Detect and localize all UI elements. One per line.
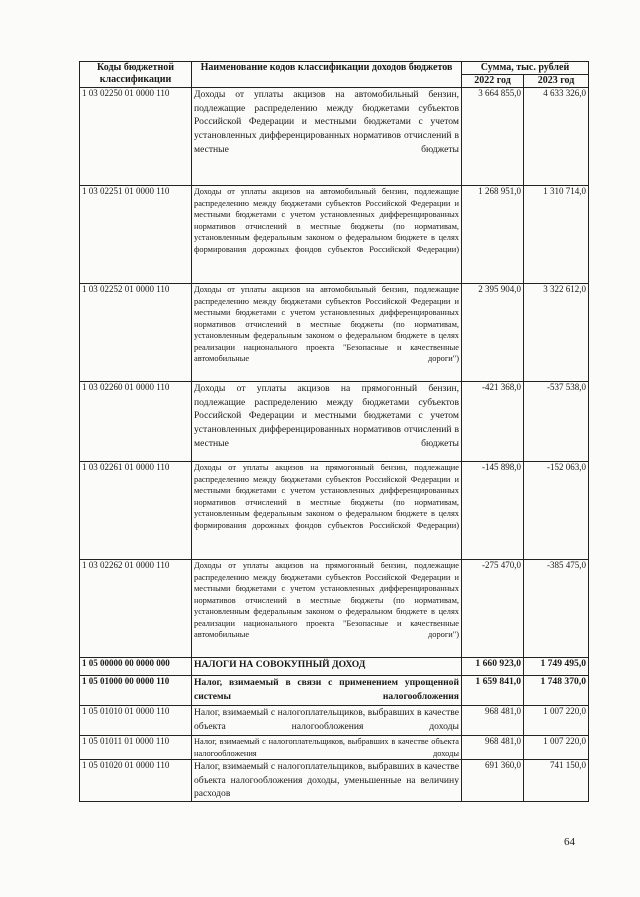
header-code: Коды бюджетной классификации bbox=[80, 62, 192, 88]
table-row bbox=[80, 736, 589, 760]
row-name: Налог, взимаемый в связи с применением упрощенной системы налогообложения bbox=[192, 676, 462, 706]
row-value-2022: 3 664 855,0 bbox=[462, 88, 524, 186]
row-name: Доходы от уплаты акцизов на прямогонный бензин, подлежащие распределению между бюджетами субъектов Российской Федерации и местными бюджетами с учетом установленных дифференцированных нормативов отчислений в местные бюджеты (по нормативам, установленным федеральным законом о федеральном бюджете в целях формирования дорожных фондов субъектов Российской Федерации) bbox=[192, 462, 462, 560]
row-name: Доходы от уплаты акцизов на прямогонный бензин, подлежащие распределению между бюджетами субъектов Российской Федерации и местными бюджетами с учетом установленных дифференцированных нормативов отчислений в местные бюджеты bbox=[192, 382, 462, 462]
row-code: 1 05 00000 00 0000 000 bbox=[80, 658, 192, 676]
row-name: Доходы от уплаты акцизов на автомобильный бензин, подлежащие распределению между бюджетами субъектов Российской Федерации и местными бюджетами с учетом установленных дифференцированных нормативов отчислений в местные бюджеты (по нормативам, установленным федеральным законом о федеральном бюджете в целях формирования дорожных фондов субъектов Российской Федерации) bbox=[192, 186, 462, 284]
row-value-2022: 1 268 951,0 bbox=[462, 186, 524, 284]
table-row bbox=[80, 760, 589, 802]
row-value-2022: 2 395 904,0 bbox=[462, 284, 524, 382]
row-code: 1 03 02251 01 0000 110 bbox=[80, 186, 192, 284]
row-code: 1 03 02262 01 0000 110 bbox=[80, 560, 192, 658]
row-code: 1 05 01020 01 0000 110 bbox=[80, 760, 192, 802]
row-code: 1 03 02260 01 0000 110 bbox=[80, 382, 192, 462]
row-value-2023: 1 748 370,0 bbox=[524, 676, 589, 706]
row-name: Доходы от уплаты акцизов на автомобильный бензин, подлежащие распределению между бюджетами субъектов Российской Федерации и местными бюджетами с учетом установленных дифференцированных нормативов отчислений в местные бюджеты bbox=[192, 88, 462, 186]
table-row bbox=[80, 706, 589, 736]
row-name: Доходы от уплаты акцизов на автомобильный бензин, подлежащие распределению между бюджетами субъектов Российской Федерации и местными бюджетами с учетом установленных дифференцированных нормативов отчислений в местные бюджеты (по нормативам, установленным федеральным законом о федеральном бюджете в целях реализации национального проекта "Безопасные и качественные автомобильные дороги") bbox=[192, 284, 462, 382]
row-value-2022: -145 898,0 bbox=[462, 462, 524, 560]
row-name: Доходы от уплаты акцизов на прямогонный бензин, подлежащие распределению между бюджетами субъектов Российской Федерации и местными бюджетами с учетом установленных дифференцированных нормативов отчислений в местные бюджеты (по нормативам, установленным федеральным законом о федеральном бюджете в целях реализации национального проекта "Безопасные и качественные автомобильные дороги") bbox=[192, 560, 462, 658]
row-value-2022: 968 481,0 bbox=[462, 736, 524, 760]
row-name: Налог, взимаемый с налогоплательщиков, выбравших в качестве объекта налогообложения доходы bbox=[192, 736, 462, 760]
row-code: 1 03 02252 01 0000 110 bbox=[80, 284, 192, 382]
table-row bbox=[80, 560, 589, 658]
header-year-2023: 2023 год bbox=[524, 75, 589, 88]
row-value-2023: 1 007 220,0 bbox=[524, 736, 589, 760]
row-code: 1 05 01010 01 0000 110 bbox=[80, 706, 192, 736]
row-value-2023: -385 475,0 bbox=[524, 560, 589, 658]
row-value-2022: 1 659 841,0 bbox=[462, 676, 524, 706]
table-row bbox=[80, 658, 589, 676]
header-year-2022: 2022 год bbox=[462, 75, 524, 88]
table-row bbox=[80, 382, 589, 462]
row-name: Налог, взимаемый с налогоплательщиков, выбравших в качестве объекта налогообложения доходы, уменьшенные на величину расходов bbox=[192, 760, 462, 802]
row-code: 1 03 02250 01 0000 110 bbox=[80, 88, 192, 186]
page-number: 64 bbox=[564, 836, 575, 848]
row-value-2022: -421 368,0 bbox=[462, 382, 524, 462]
table-row bbox=[80, 462, 589, 560]
row-value-2023: 741 150,0 bbox=[524, 760, 589, 802]
row-value-2023: 1 749 495,0 bbox=[524, 658, 589, 676]
table-row bbox=[80, 284, 589, 382]
row-value-2023: -152 063,0 bbox=[524, 462, 589, 560]
row-value-2022: 968 481,0 bbox=[462, 706, 524, 736]
table-row bbox=[80, 88, 589, 186]
header-sum: Сумма, тыс. рублей bbox=[462, 62, 589, 75]
row-code: 1 03 02261 01 0000 110 bbox=[80, 462, 192, 560]
row-code: 1 05 01000 00 0000 110 bbox=[80, 676, 192, 706]
table-row bbox=[80, 676, 589, 706]
budget-revenue-table bbox=[79, 61, 589, 802]
table-row bbox=[80, 186, 589, 284]
row-value-2022: -275 470,0 bbox=[462, 560, 524, 658]
row-name: НАЛОГИ НА СОВОКУПНЫЙ ДОХОД bbox=[192, 658, 462, 676]
row-value-2023: -537 538,0 bbox=[524, 382, 589, 462]
row-value-2022: 691 360,0 bbox=[462, 760, 524, 802]
row-value-2023: 1 310 714,0 bbox=[524, 186, 589, 284]
row-value-2023: 1 007 220,0 bbox=[524, 706, 589, 736]
row-name: Налог, взимаемый с налогоплательщиков, выбравших в качестве объекта налогообложения доходы bbox=[192, 706, 462, 736]
row-value-2022: 1 660 923,0 bbox=[462, 658, 524, 676]
row-value-2023: 4 633 326,0 bbox=[524, 88, 589, 186]
row-value-2023: 3 322 612,0 bbox=[524, 284, 589, 382]
row-code: 1 05 01011 01 0000 110 bbox=[80, 736, 192, 760]
header-name: Наименование кодов классификации доходов бюджетов bbox=[192, 62, 462, 88]
